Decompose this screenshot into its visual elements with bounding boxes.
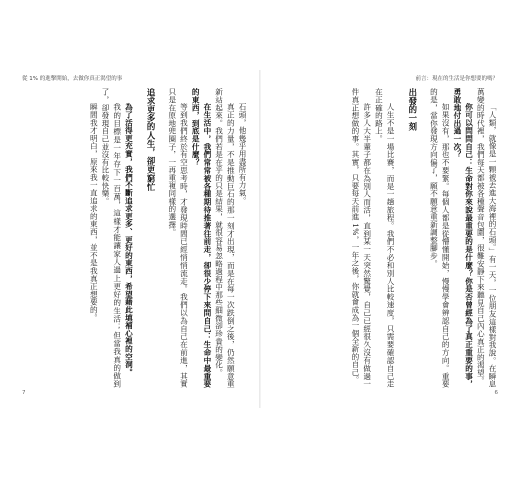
paragraph: 人生不是一場比賽，而是一趟旅程。我們不必和別人比較速度，只需要確認自己走在正確的路上。 (374, 88, 396, 388)
right-page (272, 74, 498, 404)
paragraph: 石頭，他幾乎用盡所有力氣。 (238, 103, 247, 205)
left-page (22, 74, 248, 404)
paragraph: 許多人大半輩子都在為別人而活，直到某一天突然驚覺，自己已經很久沒有做過一件真正想做的事。其實，只要每天前進 1%，一年之後，你就會成為一個全新的自己。 (350, 88, 372, 388)
section-heading: 出發的一刻 (407, 88, 418, 131)
page-number: 7 (22, 390, 26, 396)
paragraph: 如果沒有，那也不要緊。每個人都是從懵懂開始，慢慢學會辨認自己的方向。重要的是，當你發現方向偏了，願不願意重新調整腳步。 (429, 88, 451, 388)
paragraph: 「人類，就像是一顆被丟進大海裡的石頭。」有一天，一位朋友這樣對我說。在瞬息萬變的時代裡，我們每天都被各種聲音包圍，很難安靜下來聽見自己內心真正的渴望。 (476, 88, 497, 388)
paragraph: 為了活得更充實，我們不斷追求更多、更好的東西，希望藉此填補心裡的空洞。 (124, 103, 134, 377)
paragraph: 我的目標是一年存下一百萬，這樣才能讓家人過上更好的生活；但當我真的做到了，卻發現自己並沒有比較快樂。 (100, 88, 122, 388)
section-heading: 追求更多的人生，卻更窮忙 (146, 88, 157, 192)
page-body (22, 88, 248, 388)
running-header: 從 1% 的進擊開始，去做你真正渴望的事 (22, 76, 123, 82)
paragraph: 等到我們終於有空思考時，才發現時間已經悄悄流走。我們以為自己在前進，其實只是在原地兜圈子，一再重複同樣的選擇。 (167, 88, 189, 388)
paragraph: 真正的力量，不是推動巨石的那一刻才出現，而是在每一次跌倒之後，仍然願意重新站起來。我們若是在乎的只是結果，就很容易忽略過程中那些細微卻珍貴的變化。 (214, 88, 236, 388)
page-number: 6 (494, 390, 498, 396)
page-body (272, 88, 498, 388)
paragraph: 瞬間我才明白，原來我一直追求的東西，並不是我真正想要的。 (89, 103, 99, 322)
gutter-shadow (259, 70, 261, 408)
paragraph: 你可以問問自己：生命對你來說最重要的是什麼？你是否曾經為了真正重要的事，勇敢地付出過一次？ (452, 88, 474, 388)
running-header: 前言：現在的生活是你想要的嗎？ (415, 76, 498, 82)
paragraph: 在生活中，我們常常被各種期待推著往前走，卻很少停下來問自己：生命中最重要的東西，到底是什麼？ (191, 88, 212, 388)
